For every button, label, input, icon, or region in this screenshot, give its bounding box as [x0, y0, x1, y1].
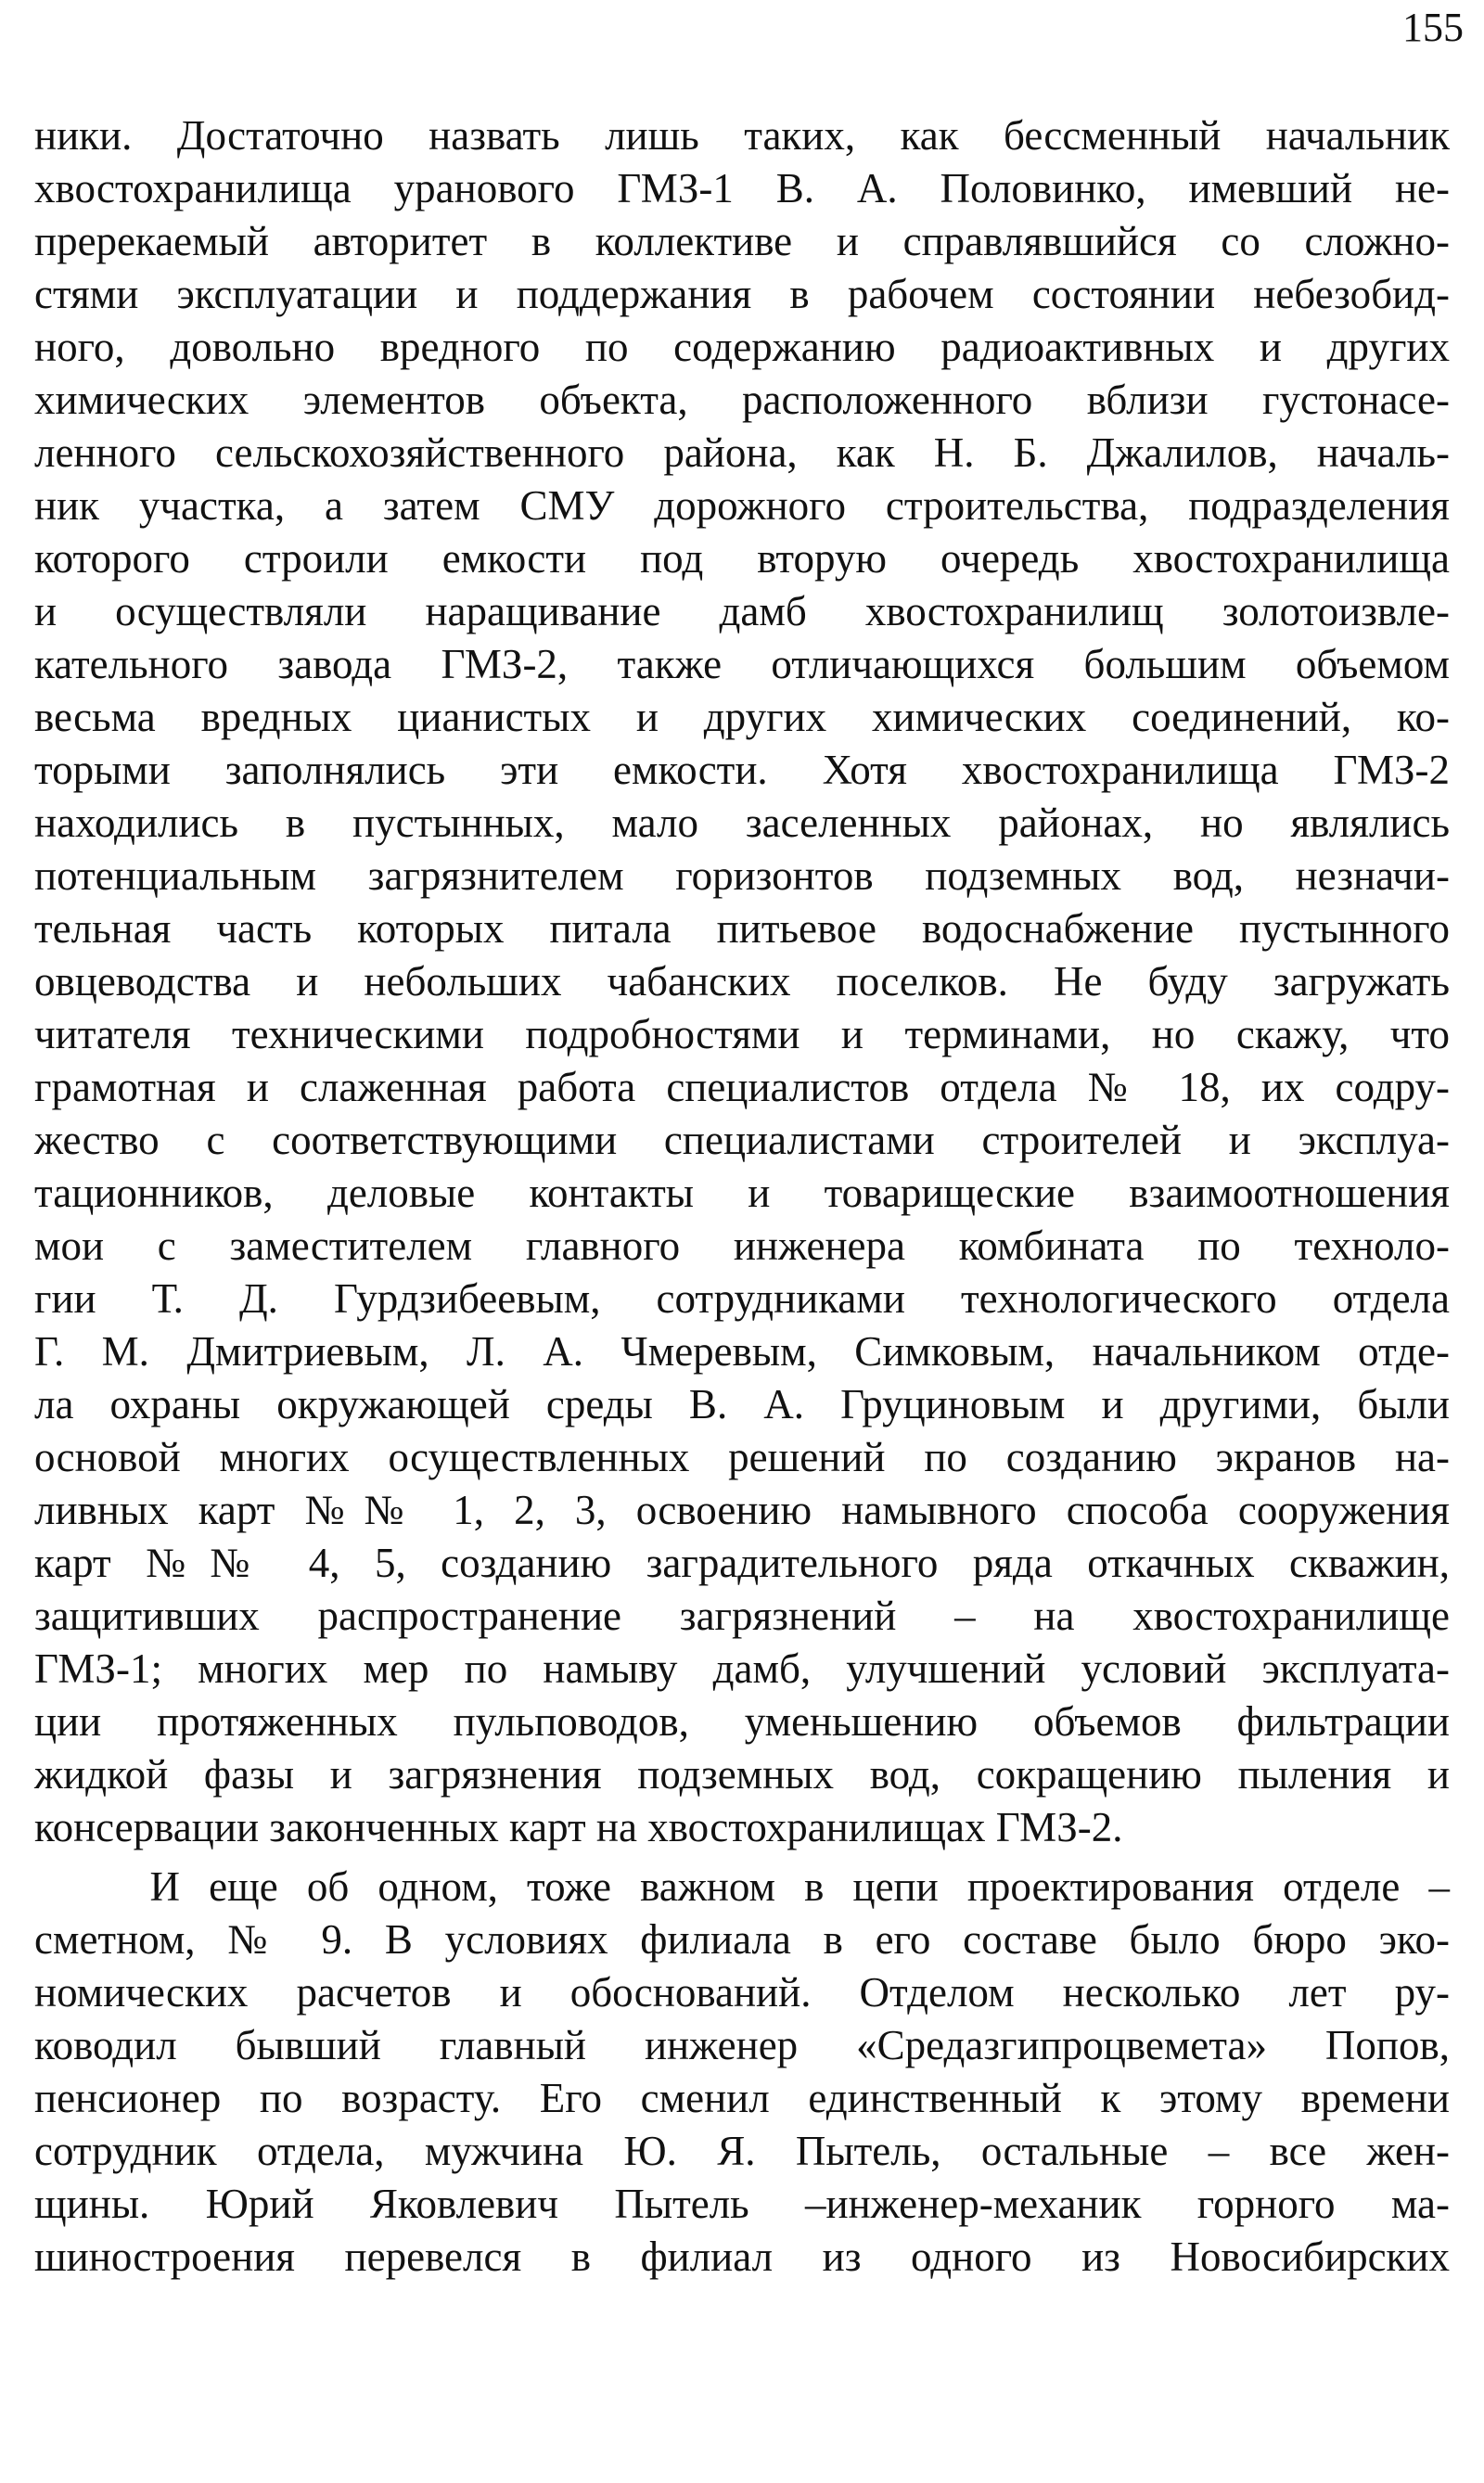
text-line: тельная часть которых питала питьевое водоснабжение пустынного [34, 905, 1450, 952]
text-line: сотрудник отдела, мужчина Ю. Я. Пытель, остальные – все жен- [34, 2128, 1450, 2174]
text-line: ливных карт №№ 1, 2, 3, освоению намывного способа сооружения [34, 1487, 1450, 1533]
text-line: жество с соответствующими специалистами строителей и эксплуа- [34, 1117, 1450, 1163]
text-line: читателя техническими подробностями и терминами, но скажу, что [34, 1011, 1450, 1057]
text-line: овцеводства и небольших чабанских поселков. Не буду загружать [34, 958, 1450, 1005]
text-line: химических элементов объекта, расположенного вблизи густонасе- [34, 377, 1450, 423]
text-line: хвостохранилища уранового ГМЗ-1 В. А. Половинко, имевший не- [34, 165, 1450, 211]
text-line: ции протяженных пульповодов, уменьшению объемов фильтрации [34, 1698, 1450, 1745]
text-line: и осуществляли наращивание дамб хвостохранилищ золотоизвле- [34, 588, 1450, 634]
text-line: ГМЗ-1; многих мер по намыву дамб, улучшений условий эксплуата- [34, 1645, 1450, 1692]
text-line: Г. М. Дмитриевым, Л. А. Чмеревым, Симковым, начальником отде- [34, 1328, 1450, 1375]
text-line: стями эксплуатации и поддержания в рабочем состоянии небезобид- [34, 271, 1450, 317]
text-line: жидкой фазы и загрязнения подземных вод, сокращению пыления и [34, 1751, 1450, 1798]
text-line: пререкаемый авторитет в коллективе и справлявшийся со сложно- [34, 218, 1450, 264]
paragraph-gap [34, 1854, 1450, 1861]
text-line: консервации законченных карт на хвостохранилищах ГМЗ-2. [34, 1804, 1123, 1850]
text-line: защитивших распространение загрязнений – на хвостохранилище [34, 1593, 1450, 1639]
text-line: торыми заполнялись эти емкости. Хотя хвостохранилища ГМЗ-2 [34, 747, 1450, 793]
text-line: ного, довольно вредного по содержанию радиоактивных и других [34, 324, 1450, 370]
text-line: мои с заместителем главного инженера комбината по техноло- [34, 1222, 1450, 1269]
text-line: ники. Достаточно назвать лишь таких, как бессменный начальник [34, 112, 1450, 159]
text-line: тационников, деловые контакты и товарищеские взаимоотношения [34, 1170, 1450, 1216]
text-line: грамотная и слаженная работа специалистов отдела № 18, их содру- [34, 1064, 1450, 1110]
text-line: находились в пустынных, мало заселенных районах, но являлись [34, 800, 1450, 846]
text-body [34, 109, 1450, 2284]
text-line: ководил бывший главный инженер «Средазгипроцвемета» Попов, [34, 2022, 1450, 2068]
text-line: ла охраны окружающей среды В. А. Груциновым и другими, были [34, 1381, 1450, 1427]
text-line: весьма вредных цианистых и других химических соединений, ко- [34, 694, 1450, 740]
text-line: шиностроения перевелся в филиал из одного из Новосибирских [34, 2233, 1450, 2280]
paragraph-2 [34, 1861, 1450, 2284]
text-line: И еще об одном, тоже важном в цепи проектирования отделе – [34, 1863, 1450, 1910]
text-line: кательного завода ГМЗ-2, также отличающихся большим объемом [34, 641, 1450, 687]
text-line: сметном, № 9. В условиях филиала в его составе было бюро эко- [34, 1916, 1450, 1963]
text-line: карт №№ 4, 5, созданию заградительного ряда откачных скважин, [34, 1540, 1450, 1586]
text-line: ник участка, а затем СМУ дорожного строительства, подразделения [34, 482, 1450, 529]
text-line: гии Т. Д. Гурдзибеевым, сотрудниками технологического отдела [34, 1275, 1450, 1322]
text-line: потенциальным загрязнителем горизонтов подземных вод, незначи- [34, 852, 1450, 899]
text-line: щины. Юрий Яковлевич Пытель –инженер-механик горного ма- [34, 2181, 1450, 2227]
paragraph-1 [34, 109, 1450, 1854]
text-line: пенсионер по возрасту. Его сменил единственный к этому времени [34, 2075, 1450, 2121]
page-number: 155 [1402, 5, 1464, 50]
text-line: номических расчетов и обоснований. Отделом несколько лет ру- [34, 1969, 1450, 2016]
text-line: ленного сельскохозяйственного района, как Н. Б. Джалилов, началь- [34, 429, 1450, 476]
text-line: которого строили емкости под вторую очередь хвостохранилища [34, 535, 1450, 582]
text-line: основой многих осуществленных решений по созданию экранов на- [34, 1434, 1450, 1480]
